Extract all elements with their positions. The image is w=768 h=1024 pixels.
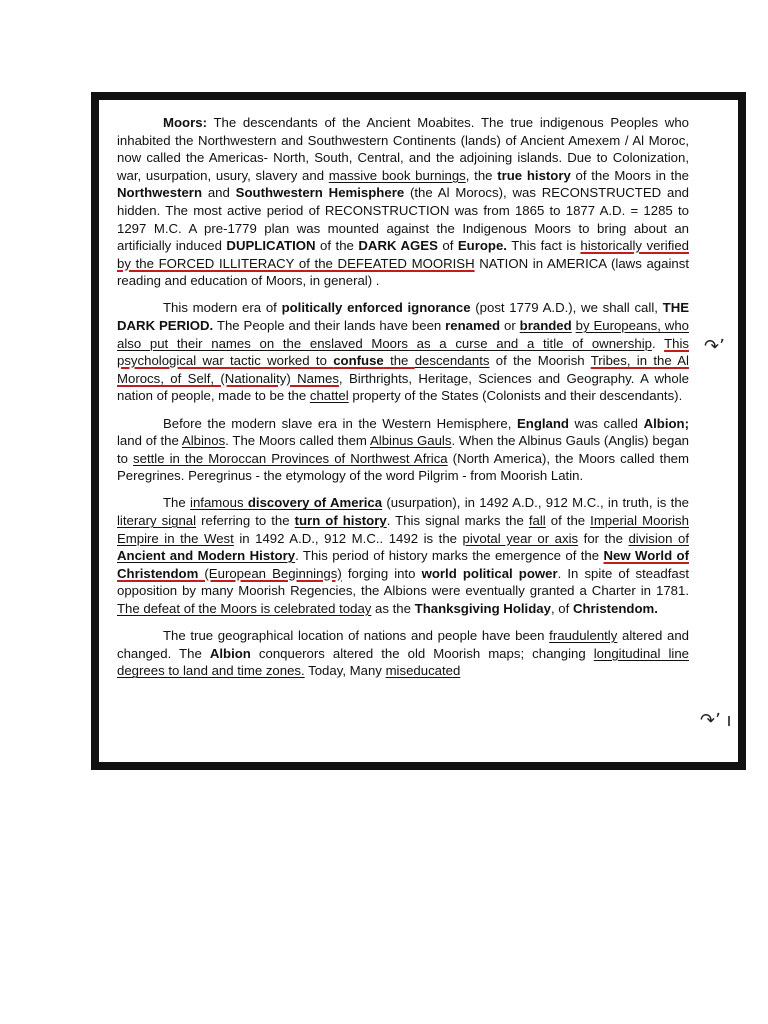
text-run: longitudinal line degrees to land and time zones.: [117, 645, 690, 679]
text-run: of the: [315, 238, 359, 254]
text-run: (European Beginnings): [198, 565, 342, 581]
text-run: The true geographical location of nations and people have been: [163, 628, 550, 644]
text-run: massive book burnings: [328, 167, 466, 183]
text-run: . When the Albinus Gauls (Anglis) began to: [117, 433, 690, 466]
text-run: Albion;: [643, 415, 689, 431]
text-run: , of: [550, 600, 573, 616]
text-run: branded: [519, 318, 572, 334]
text-run: renamed: [445, 318, 501, 334]
paragraph: [117, 299, 689, 405]
text-run: (the Al Morocs), was RECONSTRUCTED and hidden. The most active period of RECONSTRUCTION was from 1865 to 1877 A.D. = 1285 to 1297 M.C. A pre-1779 plan was mounted against the Indigenous Moors to bring about an artificially induced: [117, 185, 689, 254]
text-run: Before the modern slave era in the Western Hemisphere,: [163, 415, 517, 431]
text-run: DARK AGES: [358, 238, 438, 254]
text-run: historically verified by the FORCED ILLITERACY of the DEFEATED MOORISH: [117, 238, 689, 271]
text-run: The defeat of the Moors is celebrated today: [117, 600, 372, 616]
text-run: discovery of America: [247, 495, 383, 511]
text-run: England: [516, 415, 569, 431]
text-run: property of the States (Colonists and their descendants).: [348, 388, 683, 404]
text-run: This modern era of: [163, 300, 282, 316]
handwritten-check-mark-icon: ↷ʼ: [704, 336, 725, 357]
text-run: , the: [465, 167, 498, 183]
text-run: THE DARK PERIOD.: [117, 300, 690, 334]
text-run: miseducated: [385, 663, 461, 679]
text-run: or: [500, 318, 520, 334]
text-run: . In spite of steadfast opposition by many Moorish Regencies, the Albions were eventually granted a Charter in 1781.: [117, 565, 690, 599]
text-run: (North America), the Moors called them Peregrines. Peregrinus - the etymology of the word Pilgrim - from Moorish Latin.: [117, 450, 689, 484]
text-run: referring to the: [196, 512, 295, 528]
text-run: Albinus Gauls: [369, 433, 452, 449]
text-run: (post 1779 A.D.), we shall call,: [470, 300, 663, 316]
text-run: descendants: [414, 353, 490, 369]
paragraph: [117, 494, 689, 617]
text-run: fraudulently: [549, 628, 618, 644]
text-run: literary signal: [117, 512, 197, 528]
text-run: This fact is: [506, 238, 581, 254]
text-run: Northwestern: [117, 185, 202, 201]
paragraph: [117, 415, 689, 485]
text-run: Ancient and Modern History: [117, 548, 296, 564]
text-run: pivotal year or axis: [462, 530, 579, 546]
text-run: fall: [528, 512, 546, 528]
text-run: New World of Christendom: [117, 548, 689, 581]
text-run: DUPLICATION: [226, 238, 316, 254]
text-run: Imperial Moorish Empire in the West: [117, 512, 689, 546]
text-run: altered and changed. The: [117, 628, 690, 661]
text-run: in 1492 A.D., 912 M.C.. 1492 is the: [233, 530, 463, 546]
text-run: Moors:: [163, 115, 207, 130]
text-run: Albinos: [181, 433, 226, 449]
text-run: (usurpation), in 1492 A.D., 912 M.C., in truth, is the: [382, 495, 689, 511]
text-run: true history: [497, 167, 571, 183]
text-run: This psychological war tactic worked to: [117, 335, 690, 369]
text-run: by Europeans, who also put their names on the enslaved Moors as a curse and a title of ownership: [117, 318, 689, 351]
document-page: [99, 100, 738, 762]
text-run: of the: [545, 512, 591, 528]
text-run: The People and their lands have been: [213, 318, 446, 334]
text-run: . This period of history marks the emergence of the: [295, 548, 604, 564]
text-run: chattel: [309, 388, 349, 404]
paragraph: [117, 627, 689, 680]
text-run: turn of history: [294, 512, 387, 528]
text-run: Albion: [209, 645, 251, 661]
text-run: .: [651, 335, 665, 351]
text-run: infamous: [190, 495, 248, 511]
text-run: the: [383, 353, 415, 369]
document-text: [117, 114, 689, 680]
text-run: politically enforced ignorance: [281, 300, 471, 316]
text-run: confuse: [333, 353, 384, 369]
text-run: Thanksgiving Holiday: [414, 600, 551, 616]
text-run: Europe.: [457, 238, 507, 254]
text-run: conquerors altered the old Moorish maps; changing: [250, 645, 594, 661]
text-run: was called: [569, 415, 644, 431]
text-run: and: [202, 185, 236, 201]
text-run: . This signal marks the: [386, 512, 529, 528]
text-run: of: [437, 238, 458, 254]
text-run: of the Moors in the: [570, 167, 690, 183]
text-run: Tribes, in the Al Morocs, of Self, (Nationality) Names: [117, 353, 689, 386]
text-run: division of: [628, 530, 689, 546]
text-run: as the: [371, 600, 415, 616]
handwritten-check-mark-icon: ↷ʼ ı: [700, 710, 732, 731]
text-run: The descendants of the Ancient Moabites. The true indigenous Peoples who inhabited the Northwestern and Southwestern Continents (lands) of Ancient Amexem / Al Moroc, now called the Americas- North, South, Central, and the adjoining islands. Due to Colonization, war, usurpation, usury, slavery and: [117, 115, 689, 183]
text-run: world political power: [421, 565, 558, 581]
text-run: , Birthrights, Heritage, Sciences and Geography. A whole nation of people, made to be the: [117, 370, 689, 404]
text-run: of the Moorish: [489, 353, 591, 369]
text-run: settle in the Moroccan Provinces of Northwest Africa: [133, 450, 448, 466]
paragraph: [117, 114, 689, 290]
text-run: Today, Many: [304, 663, 386, 679]
text-run: forging into: [341, 565, 422, 581]
text-run: Southwestern Hemisphere: [235, 185, 405, 201]
text-run: NATION in AMERICA (laws against reading and education of Moors, in general) .: [117, 255, 689, 289]
text-run: land of the: [117, 433, 182, 449]
text-run: The: [163, 495, 191, 511]
text-run: Christendom.: [572, 600, 658, 616]
scan-frame: [91, 92, 746, 770]
text-run: . The Moors called them: [225, 433, 370, 449]
text-run: for the: [578, 530, 629, 546]
